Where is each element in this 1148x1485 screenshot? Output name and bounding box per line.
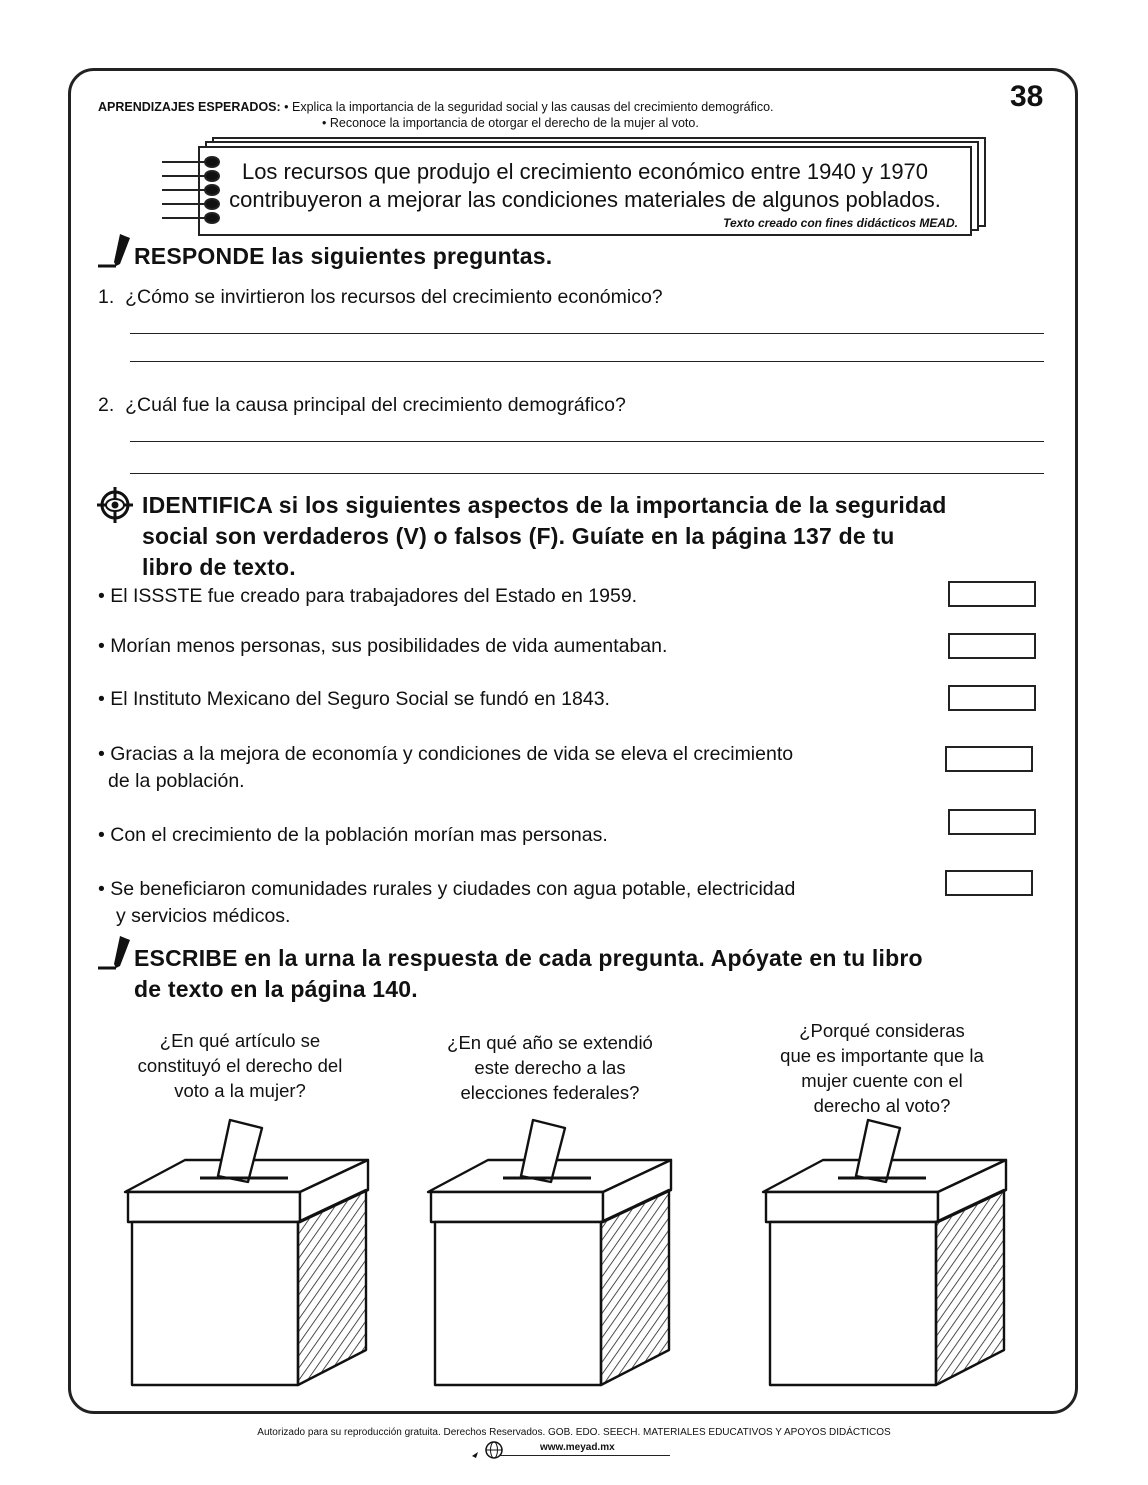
footer-text: Autorizado para su reproducción gratuita. Derechos Reservados. GOB. EDO. SEECH. MATERIALES EDUCATIVOS Y APOYOS DIDÁCTICOS bbox=[257, 1427, 891, 1438]
note-line-1: Los recursos que produjo el crecimiento económico entre 1940 y 1970 bbox=[241, 159, 929, 184]
footer-underline bbox=[500, 1455, 670, 1456]
globe-icon bbox=[470, 1440, 504, 1460]
urn-question-2: ¿En qué año se extendió este derecho a las elecciones federales? bbox=[447, 1032, 653, 1103]
ballot-box-icon bbox=[763, 1120, 1006, 1385]
urn-question-3: ¿Porqué consideras que es importante que la mujer cuente con el derecho al voto? bbox=[780, 1020, 984, 1116]
tf-statement: • Morían menos personas, sus posibilidades de vida aumentaban. bbox=[98, 635, 668, 657]
aprendizaje-item: • Explica la importancia de la seguridad social y las causas del crecimiento demográfico. bbox=[284, 100, 774, 114]
aprendizajes-label: APRENDIZAJES ESPERADOS: bbox=[98, 100, 281, 114]
question-2: 2. ¿Cuál fue la causa principal del crecimiento demográfico? bbox=[98, 394, 626, 416]
ballot-box-icon bbox=[125, 1120, 368, 1385]
responde-title: RESPONDE las siguientes preguntas. bbox=[134, 243, 553, 269]
note-line-2: contribuyeron a mejorar las condiciones materiales de algunos poblados. bbox=[229, 187, 941, 212]
identifica-title: IDENTIFICA si los siguientes aspectos de la importancia de la seguridad social son verdaderos (V) o falsos (F). Guíate en la página 137 de tu libro de texto. bbox=[142, 492, 947, 580]
urn-question-1: ¿En qué artículo se constituyó el derecho del voto a la mujer? bbox=[137, 1030, 343, 1101]
tf-statement: • El Instituto Mexicano del Seguro Social se fundó en 1843. bbox=[98, 688, 610, 710]
tf-statement: • Se beneficiaron comunidades rurales y ciudades con agua potable, electricidad y servicios médicos. bbox=[98, 878, 796, 927]
website-link[interactable]: www.meyad.mx bbox=[540, 1442, 615, 1453]
aprendizaje-item: • Reconoce la importancia de otorgar el derecho de la mujer al voto. bbox=[322, 116, 699, 130]
tf-statement: • El ISSSTE fue creado para trabajadores del Estado en 1959. bbox=[98, 585, 638, 607]
ballot-box-icon bbox=[428, 1120, 671, 1385]
note-credit: Texto creado con fines didácticos MEAD. bbox=[723, 216, 958, 230]
page-number: 38 bbox=[1010, 80, 1044, 113]
tf-statement: • Con el crecimiento de la población morían mas personas. bbox=[98, 824, 608, 846]
tf-statement: • Gracias a la mejora de economía y condiciones de vida se eleva el crecimiento de la población. bbox=[98, 743, 794, 792]
question-1: 1. ¿Cómo se invirtieron los recursos del crecimiento económico? bbox=[98, 286, 663, 308]
escribe-title: ESCRIBE en la urna la respuesta de cada pregunta. Apóyate en tu libro de texto en la página 140. bbox=[134, 945, 923, 1002]
